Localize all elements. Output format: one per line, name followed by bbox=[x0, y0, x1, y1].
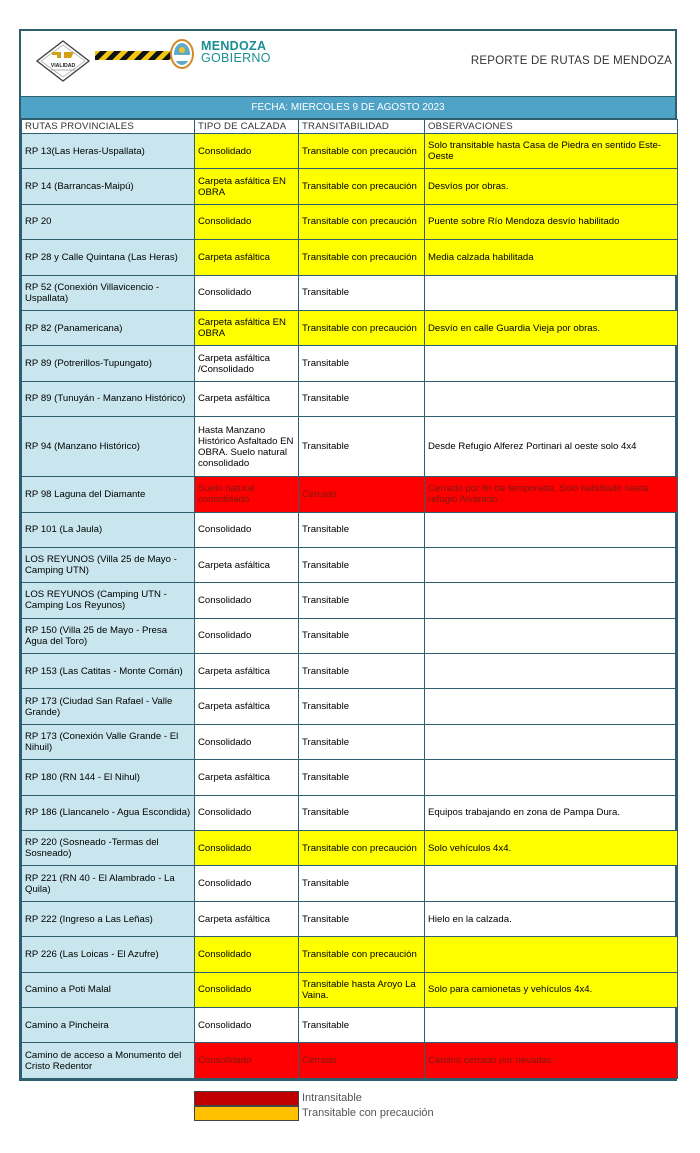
column-header-routes: RUTAS PROVINCIALES bbox=[22, 120, 195, 134]
observations-cell bbox=[425, 937, 678, 972]
observations-cell: Desde Refugio Alferez Portinari al oeste solo 4x4 bbox=[425, 417, 678, 477]
route-name-cell: RP 220 (Sosneado -Termas del Sosneado) bbox=[22, 831, 195, 866]
route-name-cell: RP 221 (RN 40 - El Alambrado - La Quila) bbox=[22, 866, 195, 901]
surface-type-cell: Consolidado bbox=[195, 1043, 299, 1078]
route-name-cell: RP 222 (Ingreso a Las Leñas) bbox=[22, 901, 195, 936]
road-report bbox=[19, 29, 677, 1081]
table-row bbox=[22, 477, 678, 512]
route-name-cell: RP 173 (Ciudad San Rafael - Valle Grande) bbox=[22, 689, 195, 724]
legend-item-precaution bbox=[194, 1106, 494, 1121]
observations-cell bbox=[425, 760, 678, 795]
status-cell: Transitable bbox=[299, 866, 425, 901]
status-cell: Transitable bbox=[299, 689, 425, 724]
legend-label-closed: Intransitable bbox=[302, 1092, 362, 1104]
observations-cell: Desvío en calle Guardia Vieja por obras. bbox=[425, 310, 678, 345]
table-row bbox=[22, 618, 678, 653]
observations-cell: Hielo en la calzada. bbox=[425, 901, 678, 936]
status-cell: Transitable con precaución bbox=[299, 134, 425, 169]
legend-swatch-precaution bbox=[194, 1106, 299, 1121]
surface-type-cell: Hasta Manzano Histórico Asfaltado EN OBRA. Suelo natural consolidado bbox=[195, 417, 299, 477]
route-name-cell: RP 180 (RN 144 - El Nihul) bbox=[22, 760, 195, 795]
surface-type-cell: Consolidado bbox=[195, 866, 299, 901]
table-row bbox=[22, 583, 678, 618]
surface-type-cell: Carpeta asfáltica bbox=[195, 760, 299, 795]
surface-type-cell: Consolidado bbox=[195, 583, 299, 618]
observations-cell: Equipos trabajando en zona de Pampa Dura. bbox=[425, 795, 678, 830]
table-row bbox=[22, 937, 678, 972]
surface-type-cell: Consolidado bbox=[195, 831, 299, 866]
column-header-observations: OBSERVACIONES bbox=[425, 120, 678, 134]
surface-type-cell: Suelo natural consolidado bbox=[195, 477, 299, 512]
observations-cell bbox=[425, 381, 678, 416]
observations-cell: Desvíos por obras. bbox=[425, 169, 678, 204]
status-cell: Transitable con precaución bbox=[299, 204, 425, 239]
observations-cell bbox=[425, 583, 678, 618]
table-row bbox=[22, 512, 678, 547]
status-cell: Transitable con precaución bbox=[299, 240, 425, 275]
vialidad-logo-icon bbox=[35, 39, 91, 83]
table-row bbox=[22, 275, 678, 310]
surface-type-cell: Consolidado bbox=[195, 134, 299, 169]
table-row bbox=[22, 866, 678, 901]
observations-cell bbox=[425, 866, 678, 901]
observations-cell bbox=[425, 547, 678, 582]
status-cell: Transitable hasta Aroyo La Vaina. bbox=[299, 972, 425, 1007]
table-row bbox=[22, 724, 678, 759]
surface-type-cell: Consolidado bbox=[195, 724, 299, 759]
surface-type-cell: Carpeta asfáltica bbox=[195, 381, 299, 416]
routes-table bbox=[21, 119, 678, 1079]
status-cell: Transitable con precaución bbox=[299, 169, 425, 204]
table-row bbox=[22, 381, 678, 416]
status-cell: Transitable bbox=[299, 795, 425, 830]
status-cell: Cerrado bbox=[299, 477, 425, 512]
surface-type-cell: Consolidado bbox=[195, 1007, 299, 1042]
surface-type-cell: Carpeta asfáltica /Consolidado bbox=[195, 346, 299, 381]
status-cell: Transitable bbox=[299, 346, 425, 381]
route-name-cell: RP 89 (Tunuyán - Manzano Histórico) bbox=[22, 381, 195, 416]
surface-type-cell: Carpeta asfáltica bbox=[195, 547, 299, 582]
status-cell: Transitable bbox=[299, 654, 425, 689]
surface-type-cell: Consolidado bbox=[195, 795, 299, 830]
routes-table-body bbox=[22, 134, 678, 1079]
table-row bbox=[22, 310, 678, 345]
surface-type-cell: Consolidado bbox=[195, 512, 299, 547]
government-name-line1: MENDOZA bbox=[201, 39, 267, 53]
observations-cell bbox=[425, 689, 678, 724]
observations-cell: Solo transitable hasta Casa de Piedra en sentido Este-Oeste bbox=[425, 134, 678, 169]
route-name-cell: RP 150 (Villa 25 de Mayo - Presa Agua del Toro) bbox=[22, 618, 195, 653]
surface-type-cell: Carpeta asfáltica bbox=[195, 240, 299, 275]
surface-type-cell: Carpeta asfáltica EN OBRA bbox=[195, 310, 299, 345]
observations-cell: Puente sobre Río Mendoza desvío habilitado bbox=[425, 204, 678, 239]
route-name-cell: RP 101 (La Jaula) bbox=[22, 512, 195, 547]
observations-cell bbox=[425, 724, 678, 759]
observations-cell: Media calzada habilitada bbox=[425, 240, 678, 275]
report-date: FECHA: MIERCOLES 9 DE AGOSTO 2023 bbox=[21, 97, 675, 119]
status-cell: Transitable con precaución bbox=[299, 831, 425, 866]
table-row bbox=[22, 169, 678, 204]
route-name-cell: RP 153 (Las Catitas - Monte Comán) bbox=[22, 654, 195, 689]
route-name-cell: RP 20 bbox=[22, 204, 195, 239]
route-name-cell: LOS REYUNOS (Camping UTN - Camping Los Reyunos) bbox=[22, 583, 195, 618]
status-cell: Transitable bbox=[299, 760, 425, 795]
route-name-cell: RP 226 (Las Loicas - El Azufre) bbox=[22, 937, 195, 972]
status-cell: Transitable bbox=[299, 275, 425, 310]
table-row bbox=[22, 831, 678, 866]
status-cell: Transitable bbox=[299, 417, 425, 477]
surface-type-cell: Consolidado bbox=[195, 204, 299, 239]
status-cell: Transitable bbox=[299, 547, 425, 582]
observations-cell bbox=[425, 654, 678, 689]
route-name-cell: RP 82 (Panamericana) bbox=[22, 310, 195, 345]
route-name-cell: RP 14 (Barrancas-Maipú) bbox=[22, 169, 195, 204]
status-cell: Transitable bbox=[299, 618, 425, 653]
column-header-surface: TIPO DE CALZADA bbox=[195, 120, 299, 134]
surface-type-cell: Consolidado bbox=[195, 972, 299, 1007]
surface-type-cell: Consolidado bbox=[195, 275, 299, 310]
mendoza-seal-icon bbox=[169, 37, 195, 71]
legend bbox=[194, 1091, 494, 1121]
table-row bbox=[22, 1007, 678, 1042]
status-cell: Transitable bbox=[299, 901, 425, 936]
table-row bbox=[22, 1043, 678, 1078]
observations-cell bbox=[425, 512, 678, 547]
column-header-status: TRANSITABILIDAD bbox=[299, 120, 425, 134]
observations-cell bbox=[425, 618, 678, 653]
table-row bbox=[22, 795, 678, 830]
table-row bbox=[22, 972, 678, 1007]
table-row bbox=[22, 346, 678, 381]
route-name-cell: RP 28 y Calle Quintana (Las Heras) bbox=[22, 240, 195, 275]
status-cell: Transitable con precaución bbox=[299, 937, 425, 972]
route-name-cell: Camino a Pincheira bbox=[22, 1007, 195, 1042]
observations-cell: Solo vehículos 4x4. bbox=[425, 831, 678, 866]
route-name-cell: RP 94 (Manzano Histórico) bbox=[22, 417, 195, 477]
route-name-cell: RP 13(Las Heras-Uspallata) bbox=[22, 134, 195, 169]
status-cell: Cerrado bbox=[299, 1043, 425, 1078]
table-row bbox=[22, 760, 678, 795]
table-row bbox=[22, 547, 678, 582]
observations-cell bbox=[425, 275, 678, 310]
status-cell: Transitable bbox=[299, 1007, 425, 1042]
route-name-cell: RP 98 Laguna del Diamante bbox=[22, 477, 195, 512]
legend-label-precaution: Transitable con precaución bbox=[302, 1107, 434, 1119]
observations-cell: Cerrado por fin de temporada. Solo habilitado hasta refugio Alvarado. bbox=[425, 477, 678, 512]
table-row bbox=[22, 240, 678, 275]
surface-type-cell: Consolidado bbox=[195, 937, 299, 972]
table-header-row bbox=[22, 120, 678, 134]
surface-type-cell: Carpeta asfáltica EN OBRA bbox=[195, 169, 299, 204]
table-row bbox=[22, 204, 678, 239]
route-name-cell: RP 186 (Llancanelo - Agua Escondida) bbox=[22, 795, 195, 830]
status-cell: Transitable bbox=[299, 512, 425, 547]
route-name-cell: RP 173 (Conexión Valle Grande - El Nihuil) bbox=[22, 724, 195, 759]
table-row bbox=[22, 654, 678, 689]
status-cell: Transitable con precaución bbox=[299, 310, 425, 345]
report-title: REPORTE DE RUTAS DE MENDOZA bbox=[470, 55, 672, 67]
table-row bbox=[22, 134, 678, 169]
surface-type-cell: Consolidado bbox=[195, 618, 299, 653]
vialidad-logo-text: VIALIDAD bbox=[50, 63, 76, 69]
surface-type-cell: Carpeta asfáltica bbox=[195, 689, 299, 724]
surface-type-cell: Carpeta asfáltica bbox=[195, 654, 299, 689]
legend-swatch-closed bbox=[194, 1091, 299, 1106]
observations-cell: Camino cerrado por nevadas. bbox=[425, 1043, 678, 1078]
table-row bbox=[22, 689, 678, 724]
legend-item-closed bbox=[194, 1091, 494, 1106]
observations-cell bbox=[425, 346, 678, 381]
status-cell: Transitable bbox=[299, 724, 425, 759]
government-name-line2: GOBIERNO bbox=[201, 51, 271, 65]
status-cell: Transitable bbox=[299, 381, 425, 416]
surface-type-cell: Carpeta asfáltica bbox=[195, 901, 299, 936]
route-name-cell: Camino de acceso a Monumento del Cristo Redentor bbox=[22, 1043, 195, 1078]
route-name-cell: RP 52 (Conexión Villavicencio - Uspallata) bbox=[22, 275, 195, 310]
route-name-cell: Camino a Poti Malal bbox=[22, 972, 195, 1007]
government-name bbox=[201, 40, 271, 64]
observations-cell: Solo para camionetas y vehículos 4x4. bbox=[425, 972, 678, 1007]
observations-cell bbox=[425, 1007, 678, 1042]
status-cell: Transitable bbox=[299, 583, 425, 618]
report-header bbox=[21, 31, 675, 97]
table-row bbox=[22, 417, 678, 477]
route-name-cell: LOS REYUNOS (Villa 25 de Mayo - Camping UTN) bbox=[22, 547, 195, 582]
table-row bbox=[22, 901, 678, 936]
route-name-cell: RP 89 (Potrerillos-Tupungato) bbox=[22, 346, 195, 381]
